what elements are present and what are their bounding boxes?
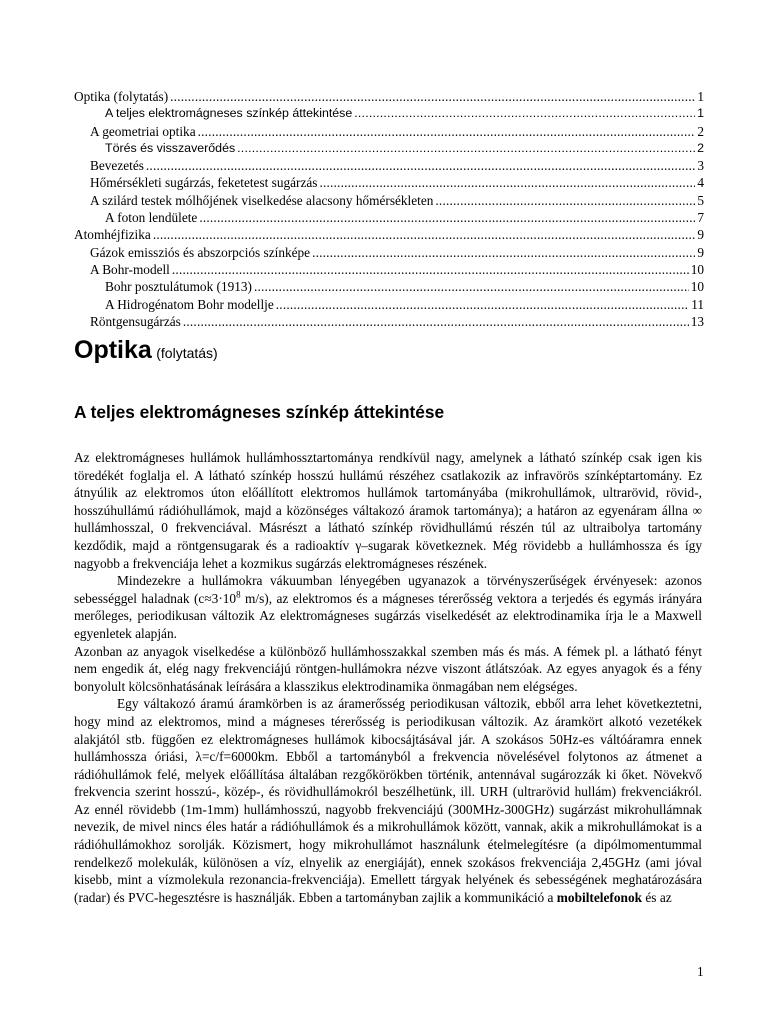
heading-sub: (folytatás)	[156, 345, 218, 361]
toc-entry-page[interactable]: 2	[697, 123, 704, 139]
toc-entry-page[interactable]: 7	[697, 210, 704, 226]
toc-leader-dots	[237, 140, 695, 157]
paragraph-1: Az elektromágneses hullámok hullámhossztartománya rendkívül nagy, amelynek a látható színkép csak igen kis töredékét foglalja el. A látható színkép hosszú hullámú részéhez csatlakozik az infravörös színképtartomány. Ez átnyúlik az elektromos úton előállított elektromos hullámok tartományába (mikrohullámok, ultrarövid, rövid-, hosszúhullámú rádióhullámok, majd a közönséges váltakozó áramok tartománya); a határon az egyenáram állna ∞ hullámhosszal, 0 frekvenciával. Másrészt a látható színkép rövidhullámú részén túl az ultraibolya tartomány kezdődik, majd a röntgensugarak és a radioaktív γ–sugarak következnek. Még rövidebb a hullámhossza és így nagyobb a frekvenciája lehet a kozmikus sugárzás elektromágneses részének.	[74, 450, 702, 571]
toc-leader-dots	[276, 296, 689, 313]
toc-entry[interactable]	[74, 123, 704, 140]
toc-leader-dots	[319, 174, 695, 191]
toc-leader-dots	[199, 209, 695, 226]
toc-leader-dots	[435, 192, 695, 209]
paragraph-2	[74, 572, 702, 642]
toc-entry-page[interactable]: 10	[690, 261, 704, 277]
paragraph-4	[74, 695, 702, 906]
toc-entry-page[interactable]: 10	[690, 279, 704, 295]
toc-entry-page[interactable]: 3	[697, 158, 704, 174]
toc-entry-title[interactable]: Röntgensugárzás	[90, 313, 181, 329]
paragraph-3: Azonban az anyagok viselkedése a különböző hullámhosszakkal szemben más és más. A fémek pl. a látható fényt nem engedik át, elég nagy frekvenciájú röntgen-hullámokra nézve viszont átlátszóak. Az egyes anyagok és a fény bonyolult kölcsönhatásának leírására a klasszikus elektrodinamika önmagában nem elégséges.	[74, 643, 702, 694]
toc-leader-dots	[153, 226, 696, 243]
toc-entry-title[interactable]: Optika (folytatás)	[74, 89, 169, 104]
toc-entry-page[interactable]: 2	[697, 140, 704, 155]
body-text	[74, 449, 702, 906]
toc-entry-title[interactable]: Törés és visszaverődés	[105, 140, 236, 155]
toc-leader-dots	[312, 244, 695, 261]
toc-entry-page[interactable]: 9	[697, 227, 704, 243]
toc-leader-dots	[146, 157, 695, 174]
toc-entry-title[interactable]: A teljes elektromágneses színkép áttekintése	[105, 106, 353, 121]
toc-entry-title[interactable]: A geometriai optika	[90, 123, 196, 139]
paragraph-2-text-a: Mindezekre a hullámokra vákuumban lényegében ugyanazok a törvényszerűségek érvényesek: azonos sebességgel haladnak (c≈3·10	[74, 573, 702, 606]
toc-entry-title[interactable]: A Hidrogénatom Bohr modellje	[105, 296, 274, 312]
toc-entry-page[interactable]: 1	[697, 106, 704, 121]
toc-leader-dots	[170, 88, 695, 105]
bold-term: mobiltelefonok	[556, 889, 643, 905]
table-of-contents	[74, 88, 704, 330]
page-number: 1	[697, 964, 704, 979]
paragraph-4-text-b: és az	[642, 889, 672, 905]
toc-entry[interactable]	[74, 140, 704, 157]
toc-entry-page[interactable]: 13	[690, 313, 704, 329]
toc-entry-title[interactable]: Atomhéjfizika	[74, 227, 151, 243]
toc-entry[interactable]	[74, 313, 704, 330]
paragraph-2-text-b: m/s), az elektromos és a mágneses térerősség vektora a terjedés és egymás irányára merőleges, periodikusan változik Az elektromágneses sugárzás viselkedését az elektrodinamika írja le a Maxwell egyenletek alapján.	[74, 590, 702, 641]
toc-entry[interactable]	[74, 226, 704, 243]
toc-entry-page[interactable]: 11	[691, 296, 704, 312]
toc-entry[interactable]	[74, 88, 704, 105]
toc-entry[interactable]	[74, 296, 704, 313]
toc-entry[interactable]	[74, 105, 704, 122]
toc-entry-title[interactable]: A Bohr-modell	[90, 261, 170, 277]
toc-entry-title[interactable]: Bevezetés	[90, 158, 144, 174]
toc-entry[interactable]	[74, 174, 704, 191]
toc-entry-page[interactable]: 5	[697, 192, 704, 208]
toc-entry[interactable]	[74, 192, 704, 209]
toc-entry-title[interactable]: A foton lendülete	[105, 210, 198, 226]
toc-leader-dots	[354, 105, 695, 122]
heading-main: Optika	[74, 336, 152, 364]
toc-entry[interactable]	[74, 261, 704, 278]
toc-entry[interactable]	[74, 157, 704, 174]
toc-leader-dots	[254, 278, 689, 295]
toc-entry-page[interactable]: 1	[697, 89, 704, 104]
toc-entry[interactable]	[74, 278, 704, 295]
superscript: 8	[236, 589, 241, 600]
page-heading	[74, 336, 218, 365]
toc-entry-title[interactable]: Gázok emissziós és abszorpciós színképe	[90, 244, 311, 260]
toc-leader-dots	[172, 261, 689, 278]
toc-leader-dots	[183, 313, 689, 330]
toc-entry-page[interactable]: 4	[697, 175, 704, 191]
toc-entry-title[interactable]: Hőmérsékleti sugárzás, feketetest sugárzás	[90, 175, 318, 191]
toc-entry[interactable]	[74, 209, 704, 226]
toc-entry-title[interactable]: Bohr posztulátumok (1913)	[105, 279, 252, 295]
toc-entry-page[interactable]: 9	[697, 244, 704, 260]
toc-leader-dots	[198, 123, 696, 140]
toc-entry[interactable]	[74, 244, 704, 261]
toc-entry-title[interactable]: A szilárd testek mólhőjének viselkedése alacsony hőmérsékleten	[90, 192, 434, 208]
section-title: A teljes elektromágneses színkép áttekintése	[74, 402, 445, 422]
paragraph-4-text-a: Egy váltakozó áramú áramkörben is az áramerősség periodikusan változik, ebből arra lehet következtetni, hogy mind az elektromos, mind a mágneses térerősség is periodikusan változik. Az áramkört alkotó vezetékek alakjától stb. függően ez elektromágneses hullámok kibocsájtásával jár. A szokásos 50Hz-es váltóáramra ennek hullámhossza óriási, λ=c/f=6000km. Ebből a tartományból a frekvencia növelésével folytonos az átmenet a rádióhullámok felé, melyek előállítása általában rezgőkörökben történik, antennával sugározzák ki őket. Növekvő frekvencia szerint hosszú-, közép-, és rövidhullámokról beszélhetünk, ill. URH (ultrarövid hullám) frekvenciákról. Az ennél rövidebb (1m-1mm) hullámhosszú, nagyobb frekvenciájú (300MHz-300GHz) sugárzást mikrohullámnak nevezik, de mivel nincs éles határ a rádióhullámok és a mikrohullámok között, vannak, akik a mikrohullámokat is a rádióhullámokhoz sorolják. Közismert, hogy mikrohullámot használunk ételmelegítésre (a dipólmomentummal rendelkező molekulák, különösen a víz, elnyelik az energiáját), ennek szokásos frekvenciája 2,45GHz (ami jóval kisebb, mint a vízmolekula rezonancia-frekvenciája). Emellett tárgyak helyének és sebességének meghatározására (radar) és PVC-hegesztésre is használják. Ebben a tartományban zajlik a kommunikáció a	[74, 696, 702, 905]
